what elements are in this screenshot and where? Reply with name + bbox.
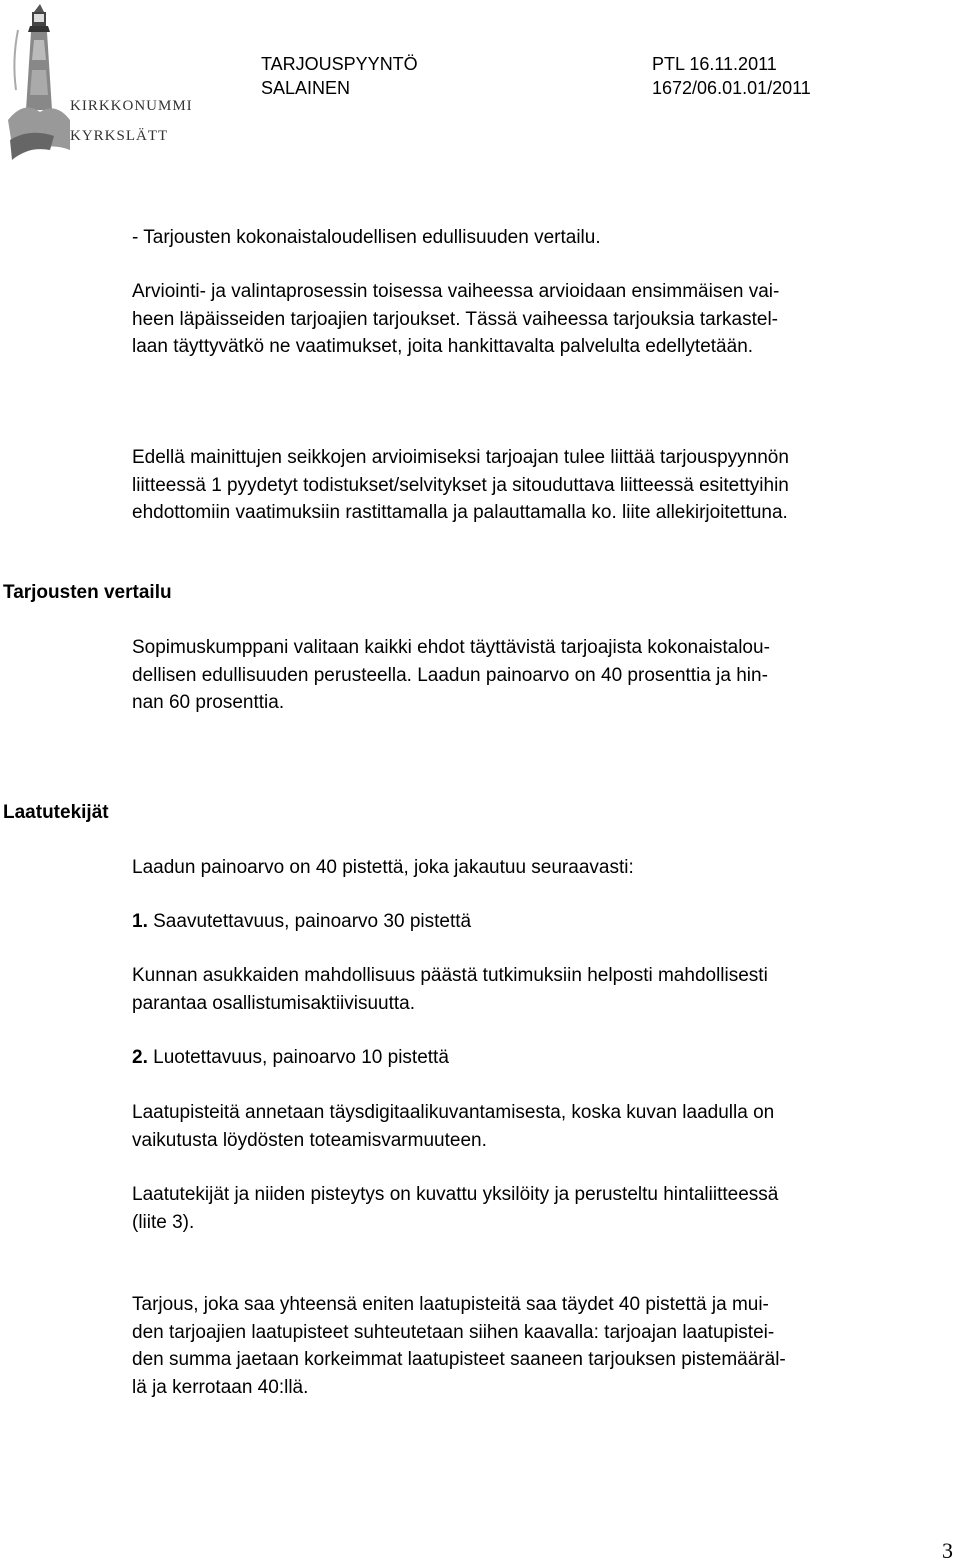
page-number: 3 <box>942 1538 953 1563</box>
paragraph-contract-partner: Sopimuskumppani valitaan kaikki ehdot täyttävistä tarjoajista kokonaistalou- dellisen edullisuuden perusteella. Laadun painoarvo on 40 prosenttia ja hin- nan 60 prosenttia. <box>132 637 770 713</box>
paragraph-scoring-formula: Tarjous, joka saa yhteensä eniten laatupisteitä saa täydet 40 pistettä ja mui- den tarjoajien laatupisteet suhteutetaan siihen kaavalla: tarjoajan laatupistei- den summa jaetaan korkeimmat laatupisteet saaneen tarjouksen pistemääräl- lä ja kerrotaan 40:llä. <box>132 1294 786 1398</box>
paragraph-quality-weight: Laadun painoarvo on 40 pistettä, joka jakautuu seuraavasti: <box>132 857 634 878</box>
heading-comparison: Tarjousten vertailu <box>3 582 172 603</box>
paragraph-reliability-desc: Laatupisteitä annetaan täysdigitaalikuvantamisesta, koska kuvan laadulla on vaikutusta löydösten toteamisvarmuuteen. <box>132 1102 775 1151</box>
kirkkonummi-logo <box>4 0 193 165</box>
item-number: 1. <box>132 911 148 932</box>
doc-type: TARJOUSPYYNTÖ <box>261 54 418 74</box>
logo-text-fi: KIRKKONUMMI <box>70 98 193 114</box>
header-date: PTL 16.11.2011 <box>652 54 777 74</box>
paragraph-evaluation-process: Arviointi- ja valintaprosessin toisessa vaiheessa arvioidaan ensimmäisen vai- heen läpäisseiden tarjoajien tarjoukset. Tässä vaiheessa tarjouksia tarkastel- laan täyttyvätkö ne vaatimukset, joita hankittavalta palvelulta edellytetään. <box>132 281 780 357</box>
bullet-line: - Tarjousten kokonaistaloudellisen edullisuuden vertailu. <box>132 227 601 248</box>
paragraph-attachments: Edellä mainittujen seikkojen arvioimiseksi tarjoajan tulee liittää tarjouspyynnön liitteessä 1 pyydetyt todistukset/selvitykset ja sitouduttava liitteessä esitettyihin ehdottomiin vaatimuksiin rastittamalla ja palauttamalla ko. liite allekirjoitettuna. <box>132 447 789 523</box>
item-number: 2. <box>132 1047 148 1068</box>
reference-number: 1672/06.01.01/2011 <box>652 78 811 98</box>
item-reliability <box>132 1044 932 1072</box>
paragraph-quality-scoring: Laatutekijät ja niiden pisteytys on kuvattu yksilöity ja perusteltu hintaliitteessä (liite 3). <box>132 1184 779 1233</box>
paragraph-accessibility-desc: Kunnan asukkaiden mahdollisuus päästä tutkimuksiin helposti mahdollisesti parantaa osallistumisaktiivisuutta. <box>132 965 768 1014</box>
item-label: Saavutettavuus, painoarvo 30 pistettä <box>147 911 472 932</box>
heading-quality-factors: Laatutekijät <box>3 802 109 823</box>
classification: SALAINEN <box>261 78 351 98</box>
item-accessibility <box>132 908 932 936</box>
item-label: Luotettavuus, painoarvo 10 pistettä <box>147 1047 449 1068</box>
logo-text-sv: KYRKSLÄTT <box>70 128 169 144</box>
lighthouse-icon <box>4 0 74 165</box>
